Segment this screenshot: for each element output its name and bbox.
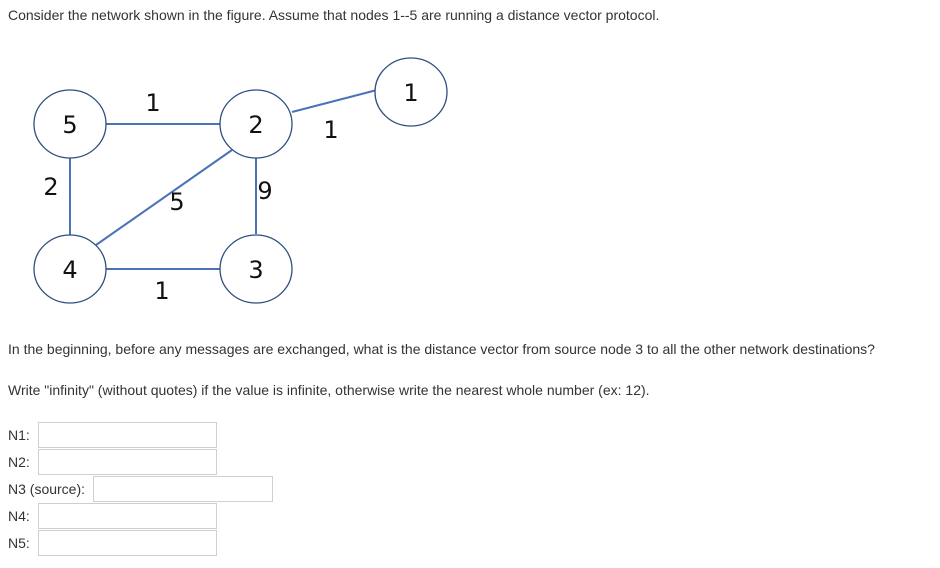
edge-weight-2-1: 1	[323, 116, 339, 144]
question-instruction: Write "infinity" (without quotes) if the value is infinite, otherwise write the nearest whole number (ex: 12).	[8, 382, 650, 398]
edge-weight-2-3: 9	[257, 177, 273, 205]
answer-label-n4: N4:	[8, 508, 30, 524]
edge-2-4	[96, 150, 232, 245]
svg-text:4: 4	[62, 256, 78, 284]
node-1	[375, 58, 447, 126]
answer-input-n2[interactable]	[38, 449, 217, 475]
node-5	[34, 90, 106, 158]
edge-2-1	[292, 90, 377, 112]
svg-text:1: 1	[403, 79, 419, 107]
edge-weight-5-4: 2	[43, 173, 59, 201]
answer-label-n1: N1:	[8, 427, 30, 443]
answer-input-n3[interactable]	[93, 476, 273, 502]
node-4	[34, 235, 106, 303]
svg-text:5: 5	[62, 111, 78, 139]
answer-input-n4[interactable]	[38, 503, 217, 529]
answer-label-n5: N5:	[8, 535, 30, 551]
answer-input-n5[interactable]	[38, 530, 217, 556]
svg-text:3: 3	[248, 256, 264, 284]
answer-input-n1[interactable]	[38, 422, 217, 448]
answer-label-n2: N2:	[8, 454, 30, 470]
edge-weight-5-2: 1	[145, 89, 161, 117]
answer-label-n3: N3 (source):	[8, 481, 86, 497]
node-3	[220, 235, 292, 303]
edge-weight-2-4: 5	[169, 188, 185, 216]
node-2	[220, 90, 292, 158]
question-intro: Consider the network shown in the figure. Assume that nodes 1--5 are running a distance vector protocol.	[8, 7, 660, 23]
question-prompt: In the beginning, before any messages are exchanged, what is the distance vector from source node 3 to all the other network destinations?	[8, 341, 875, 357]
svg-text:2: 2	[248, 111, 264, 139]
edge-weight-4-3: 1	[154, 277, 170, 305]
